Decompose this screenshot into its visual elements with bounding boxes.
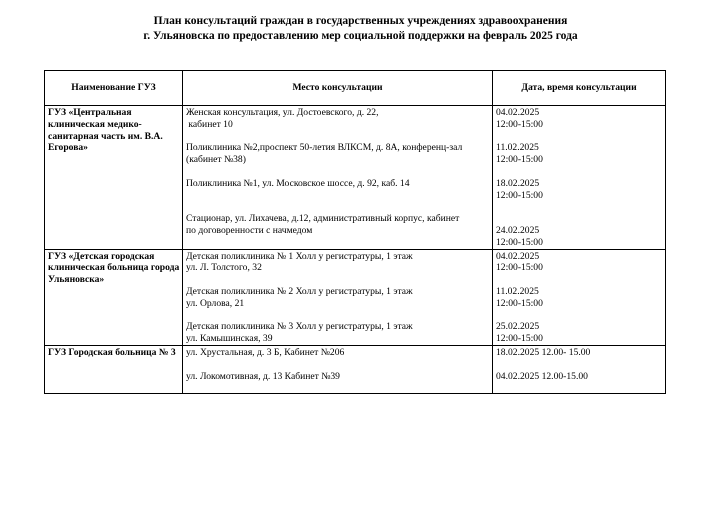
- consultation-table: [44, 70, 666, 394]
- date-entry: [496, 225, 663, 249]
- table-row: [45, 345, 666, 393]
- place-entry: ул. Локомотивная, д. 13 Кабинет №39: [186, 370, 340, 382]
- date-entry: 18.02.2025 12.00- 15.00: [496, 346, 591, 358]
- place-entry: [186, 286, 490, 310]
- header-date: Дата, время консультации: [493, 71, 666, 106]
- place-line: Поликлиника №2,проспект 50-летия ВЛКСМ, д. 8А, конференц-зал: [186, 142, 463, 154]
- date-cell: [493, 345, 666, 393]
- place-line: Поликлиника №1, ул. Московское шоссе, д. 92, каб. 14: [186, 177, 410, 189]
- time-value: 12:00-15:00: [496, 236, 543, 248]
- place-entry: [186, 213, 490, 237]
- place-cell: [183, 249, 493, 345]
- date-cell: [493, 106, 666, 250]
- table-header-row: [45, 71, 666, 106]
- date-entry: [496, 321, 663, 345]
- place-line: (кабинет №38): [186, 154, 246, 166]
- place-line: кабинет 10: [186, 118, 233, 130]
- place-line: Стационар, ул. Лихачева, д.12, административный корпус, кабинет: [186, 213, 460, 225]
- table-row: [45, 249, 666, 345]
- org-name-cell: ГУЗ «Детская городская клиническая больница города Ульяновска»: [45, 249, 183, 345]
- header-org: Наименование ГУЗ: [45, 71, 183, 106]
- title-line-2: г. Ульяновска по предоставлению мер социальной поддержки на февраль 2025 года: [143, 30, 578, 42]
- time-value: 12:00-15:00: [496, 297, 543, 309]
- org-name-cell: ГУЗ Городская больница № 3: [45, 345, 183, 393]
- date-value: 04.02.2025: [496, 250, 540, 262]
- date-entry: [496, 286, 663, 310]
- table-row: [45, 106, 666, 250]
- date-value: 11.02.2025: [496, 142, 539, 154]
- place-line: ул. Орлова, 21: [186, 297, 245, 309]
- date-value: 24.02.2025: [496, 224, 540, 236]
- date-entry: [496, 178, 663, 202]
- place-cell: [183, 106, 493, 250]
- place-cell: [183, 345, 493, 393]
- date-value: 04.02.2025: [496, 107, 540, 118]
- time-value: 12:00-15:00: [496, 189, 543, 201]
- place-line: Детская поликлиника № 1 Холл у регистратуры, 1 этаж: [186, 250, 413, 262]
- place-line: ул. Л. Толстого, 32: [186, 262, 262, 274]
- time-value: 12:00-15:00: [496, 262, 543, 274]
- date-entry: 04.02.2025 12.00-15.00: [496, 370, 588, 382]
- place-entry: [186, 142, 490, 166]
- date-value: 25.02.2025: [496, 321, 540, 333]
- header-place: Место консультации: [183, 71, 493, 106]
- time-value: 12:00-15:00: [496, 333, 543, 345]
- place-entry: [186, 321, 490, 345]
- time-value: 12:00-15:00: [496, 118, 543, 130]
- title-line-1: План консультаций граждан в государственных учреждениях здравоохранения: [153, 15, 568, 27]
- place-entry: [186, 107, 490, 131]
- place-line: Женская консультация, ул. Достоевского, д. 22,: [186, 107, 379, 118]
- date-entry: [496, 251, 663, 275]
- place-line: Детская поликлиника № 3 Холл у регистратуры, 1 этаж: [186, 321, 413, 333]
- date-entry: [496, 107, 663, 131]
- place-entry: [186, 178, 490, 190]
- date-cell: [493, 249, 666, 345]
- date-value: 18.02.2025: [496, 177, 540, 189]
- org-name-cell: ГУЗ «Центральная клиническая медико-санитарная часть им. В.А. Егорова»: [45, 106, 183, 250]
- place-line: Детская поликлиника № 2 Холл у регистратуры, 1 этаж: [186, 285, 413, 297]
- place-entry: [186, 251, 490, 275]
- place-line: ул. Камышинская, 39: [186, 333, 273, 345]
- date-value: 11.02.2025: [496, 285, 539, 297]
- date-entry: [496, 142, 663, 166]
- place-entry: ул. Хрустальная, д. 3 Б, Кабинет №206: [186, 346, 345, 358]
- place-line: по договоренности с начмедом: [186, 224, 313, 236]
- time-value: 12:00-15:00: [496, 154, 543, 166]
- document-title: [0, 14, 721, 44]
